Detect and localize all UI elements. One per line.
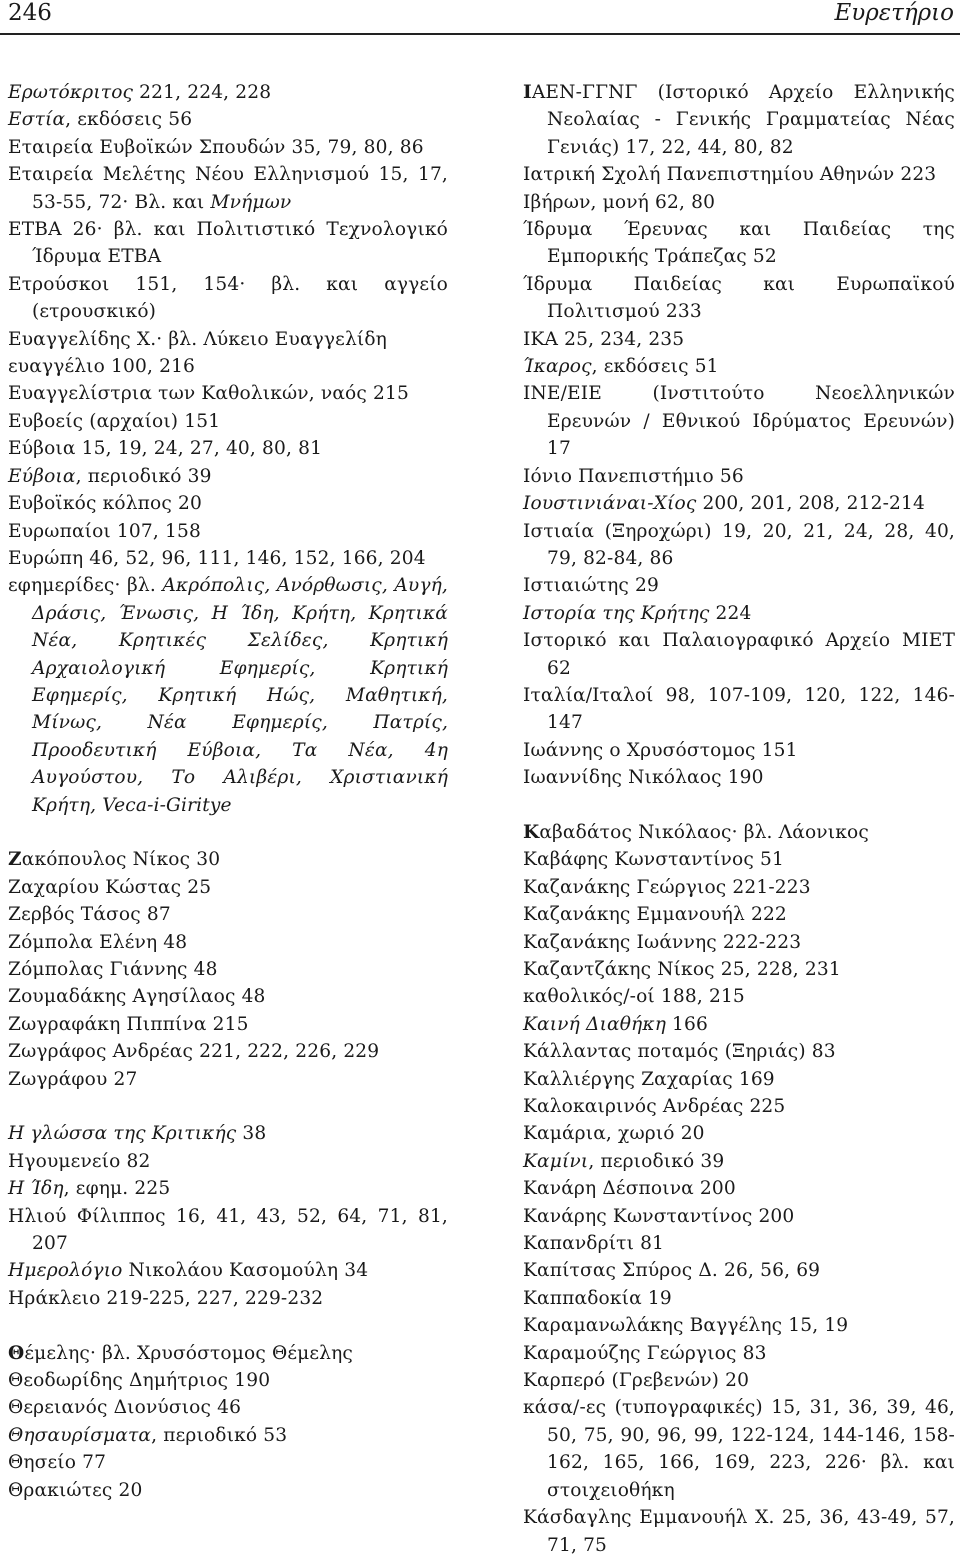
- index-entry: [523, 764, 955, 791]
- entry-text: Καινή Διαθήκη: [523, 1013, 666, 1035]
- index-entry: [8, 901, 448, 928]
- entry-text: Εύβοια 15, 19, 24, 27, 40, 80, 81: [8, 438, 323, 460]
- index-entry: [8, 271, 448, 326]
- entry-text: ευαγγέλιο 100, 216: [8, 356, 196, 378]
- index-entry: [523, 1367, 955, 1394]
- index-column-left: [8, 79, 448, 1504]
- section-letter: Ζ: [8, 849, 22, 871]
- index-entry: [523, 271, 955, 326]
- entry-text: Μνήμων: [210, 191, 292, 213]
- entry-text: 166: [665, 1013, 708, 1035]
- entry-text: Ευβοείς (αρχαίοι) 151: [8, 410, 221, 432]
- index-entry: [8, 1011, 448, 1038]
- index-entry: [523, 161, 955, 188]
- entry-text: Καππαδοκία 19: [523, 1287, 672, 1309]
- entry-text: , περιοδικό 39: [588, 1150, 725, 1172]
- index-entry: [8, 408, 448, 435]
- entry-text: Ιβήρων, μονή 62, 80: [523, 191, 716, 213]
- index-entry: [523, 1093, 955, 1120]
- entry-text: Ιωαννίδης Νικόλαος 190: [523, 767, 764, 789]
- entry-text: Εστία: [8, 109, 66, 131]
- entry-text: Καπανδρίτι 81: [523, 1233, 665, 1255]
- entry-text: Κάσδαγλης Εμμανουήλ Χ. 25, 36, 43-49, 57, 71, 75: [523, 1507, 955, 1556]
- index-entry: [8, 1038, 448, 1065]
- entry-text: αβαδάτος Νικόλαος· βλ. Λάονικος: [539, 821, 869, 843]
- entry-text: , εφημ. 225: [63, 1178, 171, 1200]
- section-gap: [8, 1093, 448, 1120]
- running-title: Ευρετήριο: [834, 0, 954, 26]
- index-entry: [523, 1066, 955, 1093]
- index-entry: [8, 929, 448, 956]
- index-entry: [523, 1120, 955, 1147]
- entry-text: , περιοδικό 39: [75, 465, 212, 487]
- index-entry: [523, 490, 955, 517]
- index-entry: [523, 1312, 955, 1339]
- index-entry: [523, 216, 955, 271]
- entry-text: Καλοκαιρινός Ανδρέας 225: [523, 1096, 786, 1118]
- entry-text: ΙΚΑ 25, 234, 235: [523, 328, 685, 350]
- index-entry: [523, 1394, 955, 1504]
- index-column-right: [523, 79, 955, 1559]
- entry-text: Ημερολόγιο: [8, 1260, 123, 1282]
- section-letter: Θ: [8, 1342, 25, 1364]
- entry-text: Ζωγράφος Ανδρέας 221, 222, 226, 229: [8, 1041, 380, 1063]
- index-entry: [523, 1175, 955, 1202]
- entry-text: Καρπερό (Γρεβενών) 20: [523, 1370, 750, 1392]
- entry-text: Ιστορικό και Παλαιογραφικό Αρχείο ΜΙΕΤ 62: [523, 630, 955, 679]
- entry-text: Ηγουμενείο 82: [8, 1150, 151, 1172]
- index-entry: [8, 216, 448, 271]
- index-entry: [523, 1257, 955, 1284]
- entry-text: Καπίτσας Σπύρος Δ. 26, 56, 69: [523, 1260, 821, 1282]
- entry-text: Καζανάκης Εμμανουήλ 222: [523, 904, 787, 926]
- entry-text: Ευαγγελίστρια των Καθολικών, ναός 215: [8, 383, 409, 405]
- index-entry: [8, 1477, 448, 1504]
- entry-text: Ερωτόκριτος: [8, 82, 134, 103]
- section-gap: [523, 792, 955, 819]
- index-entry: [523, 819, 955, 846]
- index-entry: [523, 353, 955, 380]
- index-entry: [8, 1422, 448, 1449]
- entry-text: 38: [236, 1123, 267, 1145]
- index-entry: [8, 983, 448, 1010]
- entry-text: Ιωάννης ο Χρυσόστομος 151: [523, 739, 798, 761]
- entry-text: Ιστιαιώτης 29: [523, 575, 659, 597]
- entry-text: Νικολάου Κασομούλη 34: [122, 1260, 369, 1282]
- entry-text: Θησαυρίσματα: [8, 1424, 152, 1446]
- index-entry: [8, 1203, 448, 1258]
- index-entry: [523, 1203, 955, 1230]
- index-entry: [523, 326, 955, 353]
- entry-text: Ευρωπαίοι 107, 158: [8, 520, 201, 542]
- entry-text: Ιουστινιάναι-Χίος: [523, 493, 697, 515]
- index-entry: [523, 380, 955, 462]
- entry-text: Ευαγγελίδης Χ.· βλ. Λύκειο Ευαγγελίδη: [8, 328, 387, 350]
- index-entry: [8, 518, 448, 545]
- index-entry: [8, 1175, 448, 1202]
- index-entry: [523, 1504, 955, 1559]
- index-entry: [8, 846, 448, 873]
- entry-text: Ακρόπολις, Ανόρθωσις, Αυγή, Δράσις, Ένωσις, Η Ίδη, Κρήτη, Κρητικά Νέα, Κρητικές Σελίδες, Κρητική Αρχαιολογική Εφημερίς, Κρητική Εφημερίς, Κρητική Ηώς, Μαθητική, Μίνως, Νέα Εφημερίς, Πατρίς, Προοδευτική Εύβοια, Τα Νέα, 4η Αυγούστου, Το Αλιβέρι, Χριστιανική Κρήτη, Veca-i-Giritye: [32, 575, 448, 816]
- index-entry: [8, 1120, 448, 1147]
- entry-text: Εταιρεία Ευβοϊκών Σπουδών 35, 79, 80, 86: [8, 136, 424, 158]
- section-letter: Ι: [523, 82, 532, 103]
- entry-text: Η γλώσσα της Κριτικής: [8, 1123, 237, 1145]
- entry-text: Κάλλαντας ποταμός (Ξηριάς) 83: [523, 1041, 836, 1063]
- index-entry: [8, 1449, 448, 1476]
- index-entry: [523, 1148, 955, 1175]
- index-entry: [8, 545, 448, 572]
- index-entry: [523, 682, 955, 737]
- page-number: 246: [8, 0, 52, 26]
- page-header: [0, 0, 960, 34]
- index-entry: [523, 901, 955, 928]
- index-entry: [8, 463, 448, 490]
- index-entry: [8, 161, 448, 216]
- entry-text: Καραμανωλάκης Βαγγέλης 15, 19: [523, 1315, 849, 1337]
- entry-text: , εκδόσεις 51: [591, 356, 719, 378]
- entry-text: Καραμούζης Γεώργιος 83: [523, 1342, 767, 1364]
- entry-text: Ιταλία/Ιταλοί 98, 107-109, 120, 122, 146-147: [523, 684, 955, 734]
- entry-text: ΕΤΒΑ 26· βλ. και Πολιτιστικό Τεχνολογικό Ίδρυμα ΕΤΒΑ: [8, 219, 448, 268]
- index-entry: [523, 956, 955, 983]
- index-entry: [523, 189, 955, 216]
- header-rule: [0, 33, 960, 35]
- entry-text: έμελης· βλ. Χρυσόστομος Θέμελης: [24, 1342, 353, 1364]
- entry-text: Καλλιέργης Ζαχαρίας 169: [523, 1068, 775, 1090]
- index-entry: [8, 79, 448, 106]
- entry-text: , περιοδικό 53: [151, 1424, 288, 1446]
- entry-text: Ιστιαία (Ξηροχώρι) 19, 20, 21, 24, 28, 40, 79, 82-84, 86: [523, 520, 955, 569]
- index-entry: [8, 380, 448, 407]
- entry-text: Η Ίδη: [8, 1178, 64, 1200]
- entry-text: Καζανάκης Ιωάννης 222-223: [523, 931, 802, 953]
- index-entry: [8, 134, 448, 161]
- entry-text: Ευρώπη 46, 52, 96, 111, 146, 152, 166, 204: [8, 547, 426, 569]
- entry-text: Ίδρυμα Έρευνας και Παιδείας της Εμπορικής Τράπεζας 52: [523, 219, 955, 268]
- entry-text: Ζωγραφάκη Πιππίνα 215: [8, 1013, 249, 1035]
- index-entry: [523, 1285, 955, 1312]
- section-gap: [8, 1312, 448, 1339]
- entry-text: Ετρούσκοι 151, 154· βλ. και αγγείο (ετρουσκικό): [8, 273, 448, 323]
- index-entry: [523, 572, 955, 599]
- index-entry: [8, 1066, 448, 1093]
- entry-text: κάσα/-ες (τυπογραφικές) 15, 31, 36, 39, 46, 50, 75, 90, 96, 99, 122-124, 144-146, 158-162, 165, 166, 169, 223, 226· βλ. και στοιχειοθήκη: [523, 1397, 955, 1501]
- index-entry: [523, 1230, 955, 1257]
- entry-text: 200, 201, 208, 212-214: [696, 493, 925, 515]
- section-letter: Κ: [523, 821, 540, 843]
- entry-text: Ιατρική Σχολή Πανεπιστημίου Αθηνών 223: [523, 164, 937, 186]
- index-entry: [523, 874, 955, 901]
- entry-text: Ίδρυμα Παιδείας και Ευρωπαϊκού Πολιτισμού 233: [523, 273, 955, 323]
- index-entry: [523, 846, 955, 873]
- index-entry: [8, 490, 448, 517]
- entry-text: Καμίνι: [523, 1150, 589, 1172]
- index-entry: [8, 572, 448, 819]
- index-entry: [523, 463, 955, 490]
- index-entry: [8, 1340, 448, 1367]
- entry-text: Καζαντζάκης Νίκος 25, 228, 231: [523, 958, 841, 980]
- index-entry: [8, 106, 448, 133]
- entry-text: Ηράκλειο 219-225, 227, 229-232: [8, 1287, 324, 1309]
- entry-text: Ιόνιο Πανεπιστήμιο 56: [523, 465, 744, 487]
- entry-text: Ηλιού Φίλιππος 16, 41, 43, 52, 64, 71, 81, 207: [8, 1205, 448, 1255]
- index-entry: [8, 1257, 448, 1284]
- entry-text: Ιστορία της Κρήτης: [523, 602, 710, 624]
- entry-text: Εύβοια: [8, 465, 76, 487]
- entry-text: Εταιρεία Μελέτης Νέου Ελληνισμού 15, 17, 53-55, 72· Βλ. και: [8, 164, 448, 213]
- entry-text: 224: [709, 602, 752, 624]
- entry-text: Θρακιώτες 20: [8, 1479, 143, 1501]
- entry-text: ΙΝΕ/ΕΙΕ (Ινστιτούτο Νεοελληνικών Ερευνών / Εθνικού Ιδρύματος Ερευνών) 17: [523, 383, 955, 460]
- index-entry: [8, 1148, 448, 1175]
- index-entry: [523, 737, 955, 764]
- index-entry: [523, 627, 955, 682]
- index-entry: [8, 1394, 448, 1421]
- index-entry: [8, 874, 448, 901]
- entry-text: ακόπουλος Νίκος 30: [21, 849, 221, 871]
- index-entry: [8, 435, 448, 462]
- index-entry: [523, 600, 955, 627]
- index-entry: [8, 1285, 448, 1312]
- entry-text: Ζουμαδάκης Αγησίλαος 48: [8, 986, 266, 1008]
- entry-text: 221, 224, 228: [133, 82, 272, 103]
- entry-text: ΑΕΝ-ΓΓΝΓ (Ιστορικό Αρχείο Ελληνικής Νεολαίας - Γενικής Γραμματείας Νέας Γενιάς) 17, 22, 44, 80, 82: [531, 82, 955, 158]
- entry-text: Θερειανός Διονύσιος 46: [8, 1397, 242, 1419]
- entry-text: , εκδόσεις 56: [65, 109, 193, 131]
- entry-text: καθολικός/-οί 188, 215: [523, 986, 745, 1008]
- index-entry: [523, 518, 955, 573]
- entry-text: Ευβοϊκός κόλπος 20: [8, 493, 202, 515]
- entry-text: Θεοδωρίδης Δημήτριος 190: [8, 1370, 271, 1392]
- index-entry: [523, 1340, 955, 1367]
- index-entry: [523, 79, 955, 161]
- index-entry: [8, 353, 448, 380]
- entry-text: Καμάρια, χωριό 20: [523, 1123, 705, 1145]
- entry-text: Ζόμπολα Ελένη 48: [8, 931, 188, 953]
- entry-text: Καζανάκης Γεώργιος 221-223: [523, 876, 811, 898]
- entry-text: Θησείο 77: [8, 1452, 107, 1474]
- entry-text: Ζαχαρίου Κώστας 25: [8, 876, 212, 898]
- entry-text: εφημερίδες· βλ.: [8, 575, 163, 597]
- entry-text: Καβάφης Κωνσταντίνος 51: [523, 849, 784, 871]
- index-entry: [523, 983, 955, 1010]
- index-entry: [8, 326, 448, 353]
- entry-text: Κανάρης Κωνσταντίνος 200: [523, 1205, 795, 1227]
- index-entry: [523, 1011, 955, 1038]
- index-entry: [8, 956, 448, 983]
- entry-text: Κανάρη Δέσποινα 200: [523, 1178, 736, 1200]
- index-entry: [523, 1038, 955, 1065]
- entry-text: Ίκαρος: [523, 356, 592, 378]
- entry-text: Ζωγράφου 27: [8, 1068, 138, 1090]
- entry-text: Ζερβός Τάσος 87: [8, 904, 171, 926]
- entry-text: Ζόμπολας Γιάννης 48: [8, 958, 218, 980]
- section-gap: [8, 819, 448, 846]
- index-entry: [8, 1367, 448, 1394]
- index-entry: [523, 929, 955, 956]
